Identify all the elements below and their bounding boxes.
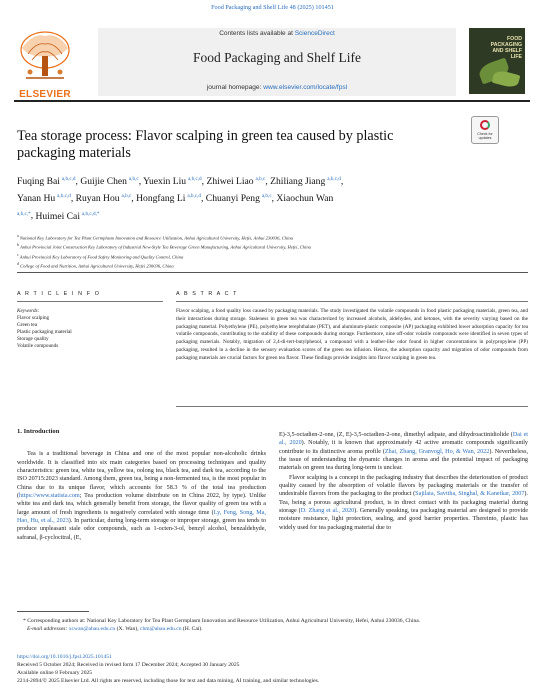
- author-affiliation-marker[interactable]: a,b,c,d: [187, 176, 202, 182]
- affiliations: [17, 233, 527, 270]
- author[interactable]: [76, 193, 132, 204]
- citation-link[interactable]: Ly, Feng, Song, Ma, Hao, Hu, et al., 2023: [17, 509, 267, 525]
- cover-leaf-graphic: [492, 69, 521, 89]
- citation-link[interactable]: Dai et al., 2020: [279, 432, 528, 447]
- author-affiliation-marker[interactable]: a,b,c,d: [57, 193, 71, 200]
- info-divider: [17, 301, 163, 302]
- abstract-bottom-divider: [176, 406, 528, 407]
- citation-link[interactable]: D. Zhang et al., 2020: [300, 508, 355, 515]
- author[interactable]: [206, 176, 265, 187]
- affiliation: $^d$ College of Food and Nutrition, Anhui Agricultural University, Hefei 230036, China: [17, 261, 174, 269]
- update-ring-icon: [480, 120, 490, 130]
- publication-info: [17, 654, 528, 686]
- body-text: Tea is a traditional beverage in China and one of the most popular non-alcoholic drinks worldwide. It is classified into six main categories based on processing techniques and quality characteristics: green tea, white tea, yellow tea, oolong tea, black tea, and dark tea, according to the ISO 20715:2023 standard. Among them, green tea, being a non-fermented tea, is the most popular in China due to its unique flavor, which accounts for 58.3 % of the total tea production (: [17, 451, 266, 500]
- author-affiliation-marker[interactable]: a,b,c,d,*: [81, 210, 100, 217]
- author[interactable]: [17, 193, 71, 204]
- author-affiliation-marker[interactable]: a,b,c: [121, 193, 132, 200]
- abstract-body: Flavor scalping, a food quality loss caused by packaging materials. The study investigated the volatile compounds in food plastic packaging materials, green tea, and their interactions during storage. Staleness in green tea was characterized by increased alcohols, aldehydes, and ketones, with the severity varying based on the packaging material. Polyethylene (PE), polyethylene terephthalate (PET), and aluminum-plastic composite (AP) packaging exhibited lower adsorption capacity for tea volatile compounds, contributing to the stability of these compounds during storage. Furthermore, nine off-odor volatile compounds were identified in seven types of packaging materials. Notably, migration of 2,4-di-tert-butylphenol, a compound with a leather-like odor found in higher concentrations in polypropylene (PP) packaging, resulted in a decline in the sensory evaluation scores of the green tea infusion. Hence, the adsorption capacity and migration of odor compounds from packaging materials are crucial factors for green tea flavor. These findings provide insights into flavor scalping in green tea.: [176, 308, 528, 361]
- author-name: Xiaochun Wan: [276, 193, 334, 205]
- author-name: Guijie Chen: [80, 176, 127, 188]
- journal-citation-link[interactable]: Food Packaging and Shelf Life 48 (2025) 101451: [211, 4, 334, 11]
- history-dates: Received 5 October 2024; Received in revised form 17 December 2024; Accepted 30 January 2025: [17, 661, 240, 668]
- cover-title-line: FOOD: [507, 36, 522, 42]
- paragraph: [279, 431, 528, 473]
- homepage-prefix: journal homepage:: [206, 84, 264, 91]
- article-title: Tea storage process: Flavor scalping in green tea caused by plastic packaging materials: [17, 128, 394, 161]
- body-text: ). Generally speaking, tea packaging material are designed to provide moisture resistance, light protection, sealing, and good barrier properties. Thereinto, plastic has widely used for tea packaging material due to: [279, 508, 529, 531]
- homepage-link[interactable]: www.elsevier.com/locate/fpsl: [263, 84, 348, 91]
- body-text: ). Nevertheless, the issue of understanding the dynamic changes in aroma and the potential impact of packaging materials on green tea during long-term is unclear.: [279, 448, 529, 472]
- affiliation: $^b$ Anhui Provincial Joint Construction Key Laboratory of Industrial New-Style Tea Beverage Green Manufacturing, Anhui Agricultural University, Hefei, China: [17, 243, 311, 250]
- body-text: ; Tea production volume distribute on in China 2022, by type). Unlike white tea and dark tea, which generally benefit from storage, the flavor quality of green tea with a large amount of fresh ingredients is negatively correlated with storage time (: [17, 493, 266, 516]
- online-date: Available online 8 February 2025: [17, 669, 93, 676]
- author-list: Fuqing Bai $^{a,b,c,d}$, Guijie Chen $^{a,b,c}$, Yuexin Liu $^{a,b,c,d}$, Zhiwei Liao $^{a,b,c}$, Zhiliang Jiang $^{a,b,c,d}$, Yanan Hu $^{a,b,c,d}$, Ruyan Hou $^{a,b,c}$, Hongfang Li $^{a,b,c,d}$, Chuanyi Peng $^{a,b,c}$, Xiaochun Wan $^{a,b,c,*}$, Huimei Cai $^{a,b,c,d,*}$: [17, 176, 344, 222]
- email-owner: (X. Wan),: [115, 625, 140, 632]
- section-heading: 1. Introduction: [17, 428, 60, 435]
- author-name: Huimei Cai: [35, 210, 80, 222]
- paragraph: [17, 450, 266, 542]
- email-label: E-mail addresses:: [27, 625, 69, 632]
- affiliation: $^c$ Anhui Provincial Key Laboratory of Food Safety Monitoring and Quality Control, China: [17, 252, 184, 260]
- journal-cover-image[interactable]: [469, 28, 525, 94]
- email-link[interactable]: xcwan@ahau.edu.cn: [68, 625, 116, 632]
- author-affiliation-marker[interactable]: a,b,c,d: [61, 176, 76, 182]
- author-affiliation-marker[interactable]: a,b,c,d: [187, 193, 201, 200]
- body-column-left: [17, 428, 266, 543]
- keywords-label: Keywords:: [17, 308, 40, 314]
- publisher-name: ELSEVIER: [19, 89, 71, 100]
- check-updates-label: Check for updates: [477, 132, 493, 140]
- author-name: Chuanyi Peng: [205, 193, 260, 205]
- cover-title-line: LIFE: [510, 54, 522, 60]
- body-column-right: [279, 431, 528, 533]
- elsevier-logo: [14, 28, 76, 98]
- footnote: [17, 618, 528, 633]
- author-name: Zhiliang Jiang: [270, 176, 326, 188]
- footnote-divider: [17, 611, 89, 612]
- citation-link[interactable]: Zhai, Zhang, Granvogl, Ho, & Wan, 2022: [384, 448, 490, 455]
- keyword[interactable]: Volatile compounds: [17, 343, 59, 349]
- author-name: Yanan Hu: [17, 193, 56, 205]
- check-for-updates-button[interactable]: [471, 116, 499, 144]
- contents-line: [98, 30, 456, 37]
- author-name: Hongfang Li: [136, 193, 186, 205]
- author[interactable]: [17, 176, 76, 187]
- body-text: ). Tea, being a porous agricultural product, is in direct contact with its packaging material during storage (: [279, 491, 528, 515]
- journal-header: [14, 22, 530, 98]
- author-affiliation-marker[interactable]: a,b,c: [128, 176, 139, 182]
- author[interactable]: [206, 193, 272, 204]
- abstract-divider: [176, 301, 528, 302]
- body-text: E)-3,5-octadien-2-one, (Z, E)-3,5-octadien-2-one, dimethyl adipate, and dihydroactinidiolide (: [279, 432, 513, 438]
- author-name: Ruyan Hou: [75, 193, 120, 205]
- email-owner: (H. Cai).: [181, 625, 203, 632]
- author[interactable]: [270, 176, 341, 187]
- email-line: [17, 626, 528, 634]
- keyword[interactable]: Storage quality: [17, 336, 49, 342]
- header-divider: [14, 100, 530, 102]
- cover-title-line: PACKAGING: [490, 42, 522, 48]
- citation-link[interactable]: https://www.statista.com: [19, 493, 80, 500]
- keyword[interactable]: Plastic packaging material: [17, 329, 72, 335]
- keyword[interactable]: Flavor scalping: [17, 315, 50, 321]
- section-divider: [17, 272, 528, 273]
- copyright: 2214-2894/© 2025 Elsevier Ltd. All rights are reserved, including those for text and data mining, AI training, and similar technologies.: [17, 677, 320, 684]
- corresponding-author-note: * Corresponding authors at: National Key Laboratory for Tea Plant Germplasm Innovation and Resource Utilization, Anhui Agricultural University, Hefei, Anhui 230036, China.: [23, 618, 421, 624]
- author-name: Fuqing Bai: [17, 176, 60, 188]
- author-affiliation-marker[interactable]: a,b,c: [255, 176, 266, 182]
- author-affiliation-marker[interactable]: a,b,c: [261, 193, 272, 200]
- keyword[interactable]: Green tea: [17, 322, 38, 328]
- citation-link[interactable]: Sajilata, Savitha, Singhal, & Kanetkar, 2007: [415, 491, 525, 498]
- author-name: Yuexin Liu: [143, 176, 187, 188]
- body-text: ). Notably, it is known that approximately 42 active aromatic compounds significantly contribute to its distinctive aroma profile (: [279, 440, 528, 455]
- cover-title-line: AND SHELF: [492, 48, 522, 54]
- author-name: Zhiwei Liao: [206, 176, 254, 188]
- abstract-heading: A B S T R A C T: [176, 291, 239, 297]
- tree-icon: [14, 28, 76, 86]
- affiliation: $^a$ National Key Laboratory for Tea Plant Germplasm Innovation and Resource Utilization, Anhui Agricultural University, Hefei, Anhui 230036, China: [17, 234, 293, 241]
- author-affiliation-marker[interactable]: a,b,c,*: [17, 210, 31, 217]
- email-link[interactable]: chm@ahau.edu.cn: [140, 625, 182, 632]
- journal-name: Food Packaging and Shelf Life: [193, 50, 361, 65]
- cover-title: [491, 36, 522, 60]
- author[interactable]: [143, 176, 202, 187]
- author[interactable]: [136, 193, 201, 204]
- article-info-heading: A R T I C L E I N F O: [17, 291, 101, 297]
- body-text: Flavor scalping is a concept in the packaging industry that describes the deterioration of product quality caused by the absorption of volatile flavors by packaging materials or the transfer of undesirable flavors from the packaging to the product (: [279, 474, 528, 498]
- author-affiliation-marker[interactable]: a,b,c,d: [327, 176, 341, 182]
- paragraph: [279, 474, 528, 532]
- journal-info-box: [98, 28, 456, 96]
- contents-prefix: Contents lists available at: [219, 30, 295, 37]
- author[interactable]: [35, 211, 99, 222]
- body-text: ). In particular, during long-term storage or improper storage, green tea tends to produce unpleasant stale odor compounds, such as 1-octen-3-ol, benzyl alcohol, benzaldehyde, safranal, β-cyclocitral, (E,: [17, 518, 266, 541]
- doi-link[interactable]: https://doi.org/10.1016/j.fpsl.2025.101451: [17, 654, 112, 660]
- homepage-line: [98, 84, 456, 91]
- author[interactable]: [80, 176, 138, 187]
- sciencedirect-link[interactable]: ScienceDirect: [294, 30, 335, 37]
